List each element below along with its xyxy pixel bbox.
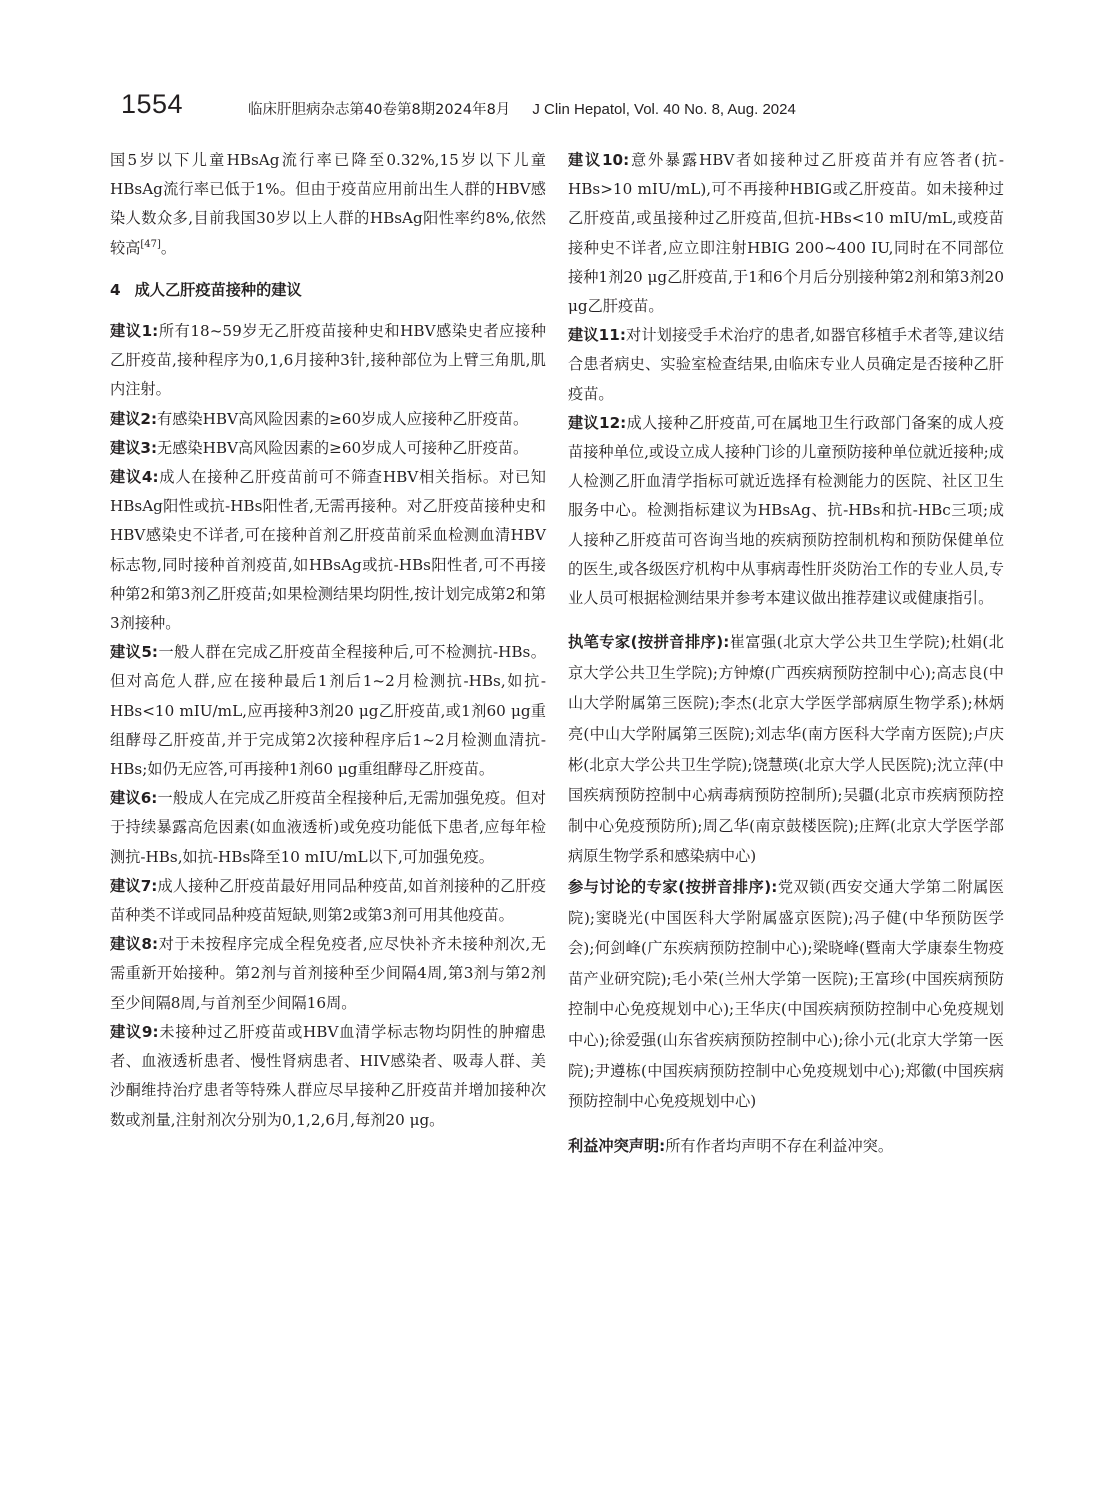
page-number: 1554	[121, 89, 184, 119]
recommendation-6	[110, 784, 546, 872]
citation-ref: [47]	[140, 238, 161, 250]
rec-label: 建议5:	[110, 643, 158, 662]
rec-text: 所有18~59岁无乙肝疫苗接种史和HBV感染史者应接种乙肝疫苗,接种程序为0,1,6月接种3针,接种部位为上臂三角肌,肌内注射。	[110, 322, 546, 399]
right-column	[568, 146, 1004, 1161]
rec-label: 建议1:	[110, 322, 159, 341]
conflict-statement	[568, 1131, 1004, 1162]
rec-text: 有感染HBV高风险因素的≥60岁成人应接种乙肝疫苗。	[157, 409, 529, 428]
rec-label: 建议7:	[110, 876, 158, 895]
recommendation-10	[568, 146, 1004, 321]
left-column	[110, 146, 546, 1135]
recommendation-1	[110, 317, 546, 405]
discussion-experts-label: 参与讨论的专家(按拼音排序):	[568, 878, 778, 896]
journal-title-en: J Clin Hepatol, Vol. 40 No. 8, Aug. 2024	[532, 101, 796, 118]
recommendation-5	[110, 638, 546, 784]
rec-text: 成人接种乙肝疫苗最好用同品种疫苗,如首剂接种的乙肝疫苗种类不详或同品种疫苗短缺,则第2或第3剂可用其他疫苗。	[110, 876, 546, 925]
rec-label: 建议10:	[568, 151, 630, 169]
rec-text: 成人接种乙肝疫苗,可在属地卫生行政部门备案的成人疫苗接种单位,或设立成人接种门诊的儿童预防接种单位就近接种;成人检测乙肝血清学指标可就近选择有检测能力的医院、社区卫生服务中心。检测指标建议为HBsAg、抗-HBs和抗-HBc三项;成人接种乙肝疫苗可咨询当地的疾病预防控制机构和预防保健单位的医生,或各级医疗机构中从事病毒性肝炎防治工作的专业人员,专业人员可根据检测结果并参考本建议做出推荐建议或健康指引。	[568, 413, 1004, 608]
rec-label: 建议11:	[568, 326, 626, 345]
recommendation-7	[110, 872, 546, 930]
rec-label: 建议8:	[110, 935, 159, 954]
rec-text: 成人在接种乙肝疫苗前可不筛查HBV相关指标。对已知HBsAg阳性或抗-HBs阳性者,无需再接种。对乙肝疫苗接种史和HBV感染史不详者,可在接种首剂乙肝疫苗前采血检测血清HBV标志物,同时接种首剂疫苗,如HBsAg或抗-HBs阳性者,可不再接种第2和第3剂乙肝疫苗;如果检测结果均阴性,按计划完成第2和第3剂接种。	[110, 468, 546, 633]
recommendation-2	[110, 405, 546, 434]
rec-text: 对计划接受手术治疗的患者,如器官移植手术者等,建议结合患者病史、实验室检查结果,由临床专业人员确定是否接种乙肝疫苗。	[568, 326, 1004, 403]
writing-experts-list: 崔富强(北京大学公共卫生学院);杜娟(北京大学公共卫生学院);方钟燎(广西疾病预防控制中心);高志良(中山大学附属第三医院);李杰(北京大学医学部病原生物学系);林炳亮(中山大学附属第三医院);刘志华(南方医科大学南方医院);卢庆彬(北京大学公共卫生学院);饶慧瑛(北京大学人民医院);沈立萍(中国疾病预防控制中心病毒病预防控制所);吴疆(北京市疾病预防控制中心免疫预防所);周乙华(南京鼓楼医院);庄辉(北京大学医学部病原生物学系和感染病中心)	[568, 633, 1004, 866]
section-heading	[110, 276, 546, 305]
intro-text: 国5岁以下儿童HBsAg流行率已降至0.32%,15岁以下儿童HBsAg流行率已低于1%。但由于疫苗应用前出生人群的HBV感染人数众多,目前我国30岁以上人群的HBsAg阳性率约8%,依然较高	[110, 151, 546, 257]
rec-label: 建议6:	[110, 789, 158, 808]
discussion-experts	[568, 872, 1004, 1117]
recommendation-8	[110, 930, 546, 1018]
rec-label: 建议9:	[110, 1022, 159, 1041]
rec-label: 建议12:	[568, 413, 627, 432]
rec-text: 无感染HBV高风险因素的≥60岁成人可接种乙肝疫苗。	[157, 438, 529, 457]
intro-end: 。	[160, 238, 177, 257]
section-title: 成人乙肝疫苗接种的建议	[134, 280, 302, 299]
section-number: 4	[110, 280, 121, 299]
discussion-experts-list: 党双锁(西安交通大学第二附属医院);窦晓光(中国医科大学附属盛京医院);冯子健(中华预防医学会);何剑峰(广东疾病预防控制中心);梁晓峰(暨南大学康泰生物疫苗产业研究院);毛小荣(兰州大学第一医院);王富珍(中国疾病预防控制中心免疫规划中心);王华庆(中国疾病预防控制中心免疫规划中心);徐爱强(山东省疾病预防控制中心);徐小元(北京大学第一医院);尹遵栋(中国疾病预防控制中心免疫规划中心);郑徽(中国疾病预防控制中心免疫规划中心)	[568, 878, 1004, 1111]
recommendation-9	[110, 1018, 546, 1135]
recommendation-3	[110, 434, 546, 463]
experts-block	[568, 627, 1004, 1161]
recommendation-4	[110, 463, 546, 638]
rec-text: 意外暴露HBV者如接种过乙肝疫苗并有应答者(抗-HBs>10 mIU/mL),可不再接种HBIG或乙肝疫苗。如未接种过乙肝疫苗,或虽接种过乙肝疫苗,但抗-HBs<10 mIU/mL,或疫苗接种史不详者,应立即注射HBIG 200~400 IU,同时在不同部位接种1剂20 μg乙肝疫苗,于1和6个月后分别接种第2剂和第3剂20 μg乙肝疫苗。	[568, 151, 1004, 316]
writing-experts-label: 执笔专家(按拼音排序):	[568, 633, 730, 652]
spacer	[568, 613, 1004, 627]
rec-text: 对于未按程序完成全程免疫者,应尽快补齐未接种剂次,无需重新开始接种。第2剂与首剂接种至少间隔4周,第3剂与第2剂至少间隔8周,与首剂至少间隔16周。	[110, 935, 546, 1012]
intro-paragraph	[110, 146, 546, 263]
conflict-label: 利益冲突声明:	[568, 1136, 666, 1155]
rec-label: 建议3:	[110, 438, 158, 457]
rec-text: 一般成人在完成乙肝疫苗全程接种后,无需加强免疫。但对于持续暴露高危因素(如血液透析)或免疫功能低下患者,应每年检测抗-HBs,如抗-HBs降至10 mIU/mL以下,可加强免疫。	[110, 789, 546, 866]
conflict-text: 所有作者均声明不存在利益冲突。	[665, 1136, 894, 1155]
recommendation-11	[568, 321, 1004, 409]
rec-label: 建议2:	[110, 409, 158, 428]
rec-text: 未接种过乙肝疫苗或HBV血清学标志物均阴性的肿瘤患者、血液透析患者、慢性肾病患者、HIV感染者、吸毒人群、美沙酮维持治疗患者等特殊人群应尽早接种乙肝疫苗并增加接种次数或剂量,注射剂次分别为0,1,2,6月,每剂20 μg。	[110, 1022, 546, 1129]
recommendation-12	[568, 409, 1004, 613]
rec-text: 一般人群在完成乙肝疫苗全程接种后,可不检测抗-HBs。但对高危人群,应在接种最后1剂后1~2月检测抗-HBs,如抗-HBs<10 mIU/mL,应再接种3剂20 μg乙肝疫苗,或1剂60 μg重组酵母乙肝疫苗,并于完成第2次接种程序后1~2月检测血清抗-HBs;如仍无应答,可再接种1剂60 μg重组酵母乙肝疫苗。	[110, 643, 546, 779]
running-head	[248, 98, 868, 119]
rec-label: 建议4:	[110, 468, 159, 487]
writing-experts	[568, 627, 1004, 872]
journal-title-cn: 临床肝胆病杂志第40卷第8期2024年8月	[248, 102, 511, 118]
